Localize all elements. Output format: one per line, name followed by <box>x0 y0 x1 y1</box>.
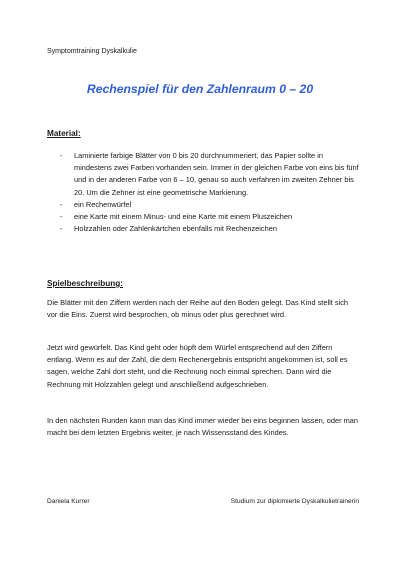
body-paragraph: In den nächsten Runden kann man das Kind immer wieder bei eins beginnen lassen, oder man macht bei dem letzten Ergebnis weiter, je nach Wissensstand des Kindes. <box>47 416 359 438</box>
list-item-text: Holzzahlen oder Zahlenkärtchen ebenfalls mit Rechenzeichen <box>74 224 277 234</box>
dash-bullet: - <box>60 151 63 160</box>
body-paragraph: Die Blätter mit den Ziffern werden nach der Reihe auf den Boden gelegt. Das Kind stellt sich vor die Eins. Zuerst wird besprochen, ob minus oder plus gerechnet wird. <box>47 298 348 320</box>
dash-bullet: - <box>60 199 63 209</box>
list-item-text: ein Rechenwürfel <box>74 199 132 209</box>
list-item-text: eine Karte mit einem Minus- und eine Karte mit einem Pluszeichen <box>74 212 293 222</box>
list-item <box>60 211 360 223</box>
material-heading: Material: <box>47 129 81 138</box>
footer-author: Daniela Kurrer <box>47 498 90 505</box>
list-item <box>60 150 360 199</box>
material-list <box>60 150 360 235</box>
document-title: Rechenspiel für den Zahlenraum 0 – 20 <box>86 82 314 96</box>
footer-course: Studium zur diplomierte Dyskalkulietrainerin <box>230 498 359 505</box>
spielbeschreibung-heading: Spielbeschreibung: <box>47 279 123 288</box>
body-paragraph: Jetzt wird gewürfelt. Das Kind geht oder hüpft dem Würfel entsprechend auf den Ziffern entlang. Wenn es auf der Zahl, die dem Rechenergebnis entspricht angekommen ist, soll es sagen, welche Zahl dort steht, und die Rechnung noch einmal sprechen. Dann wird die Rechnung mit Holzzahlen gelegt und anschließend aufgeschrieben. <box>47 343 348 389</box>
dash-bullet: - <box>60 212 63 222</box>
page-header: Symptomtraining Dyskalkulie <box>47 48 137 55</box>
list-item <box>60 199 360 211</box>
list-item-text: Laminierte farbige Blätter von 0 bis 20 durchnummeriert, das Papier sollte in mindestens zwei Farben vorhanden sein. Immer in der gleichen Farbe von eins bis fünf und in der anderen Farbe von 6 – 10, genau so auch verfahren im zweiten Zehner bis 20. Um die Zehner ist eine geometrische Markierung. <box>74 151 359 197</box>
list-item <box>60 223 360 235</box>
dash-bullet: - <box>60 224 63 234</box>
